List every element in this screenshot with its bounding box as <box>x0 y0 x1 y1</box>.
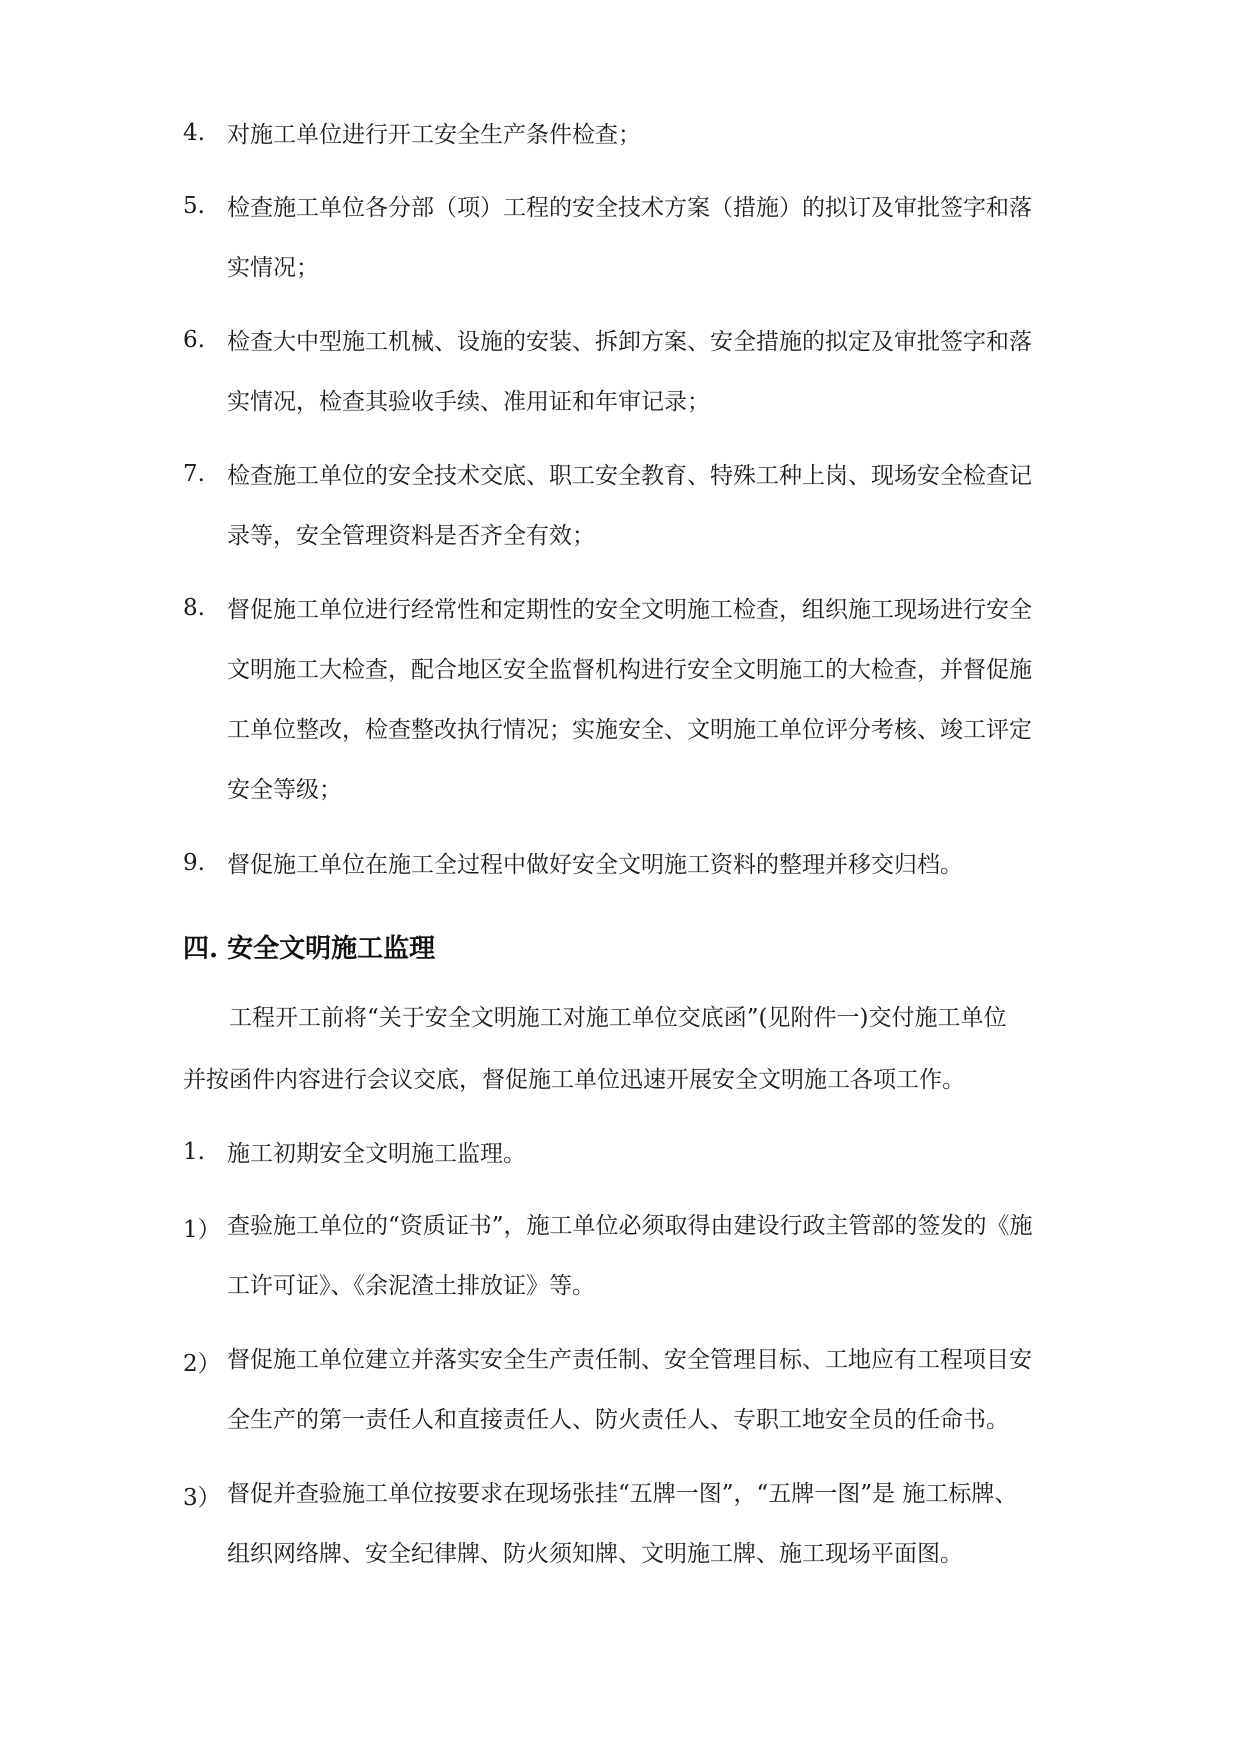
paragraph-line: 并按函件内容进行会议交底，督促施工单位迅速开展安全文明施工各项工作。 <box>183 1067 965 1093</box>
item-text: 督促施工单位进行经常性和定期性的安全文明施工检查，组织施工现场进行安全 <box>227 597 1032 623</box>
item-text: 督促施工单位在施工全过程中做好安全文明施工资料的整理并移交归档。 <box>227 852 963 878</box>
item-text: 文明施工大检查，配合地区安全监督机构进行安全文明施工的大检查，并督促施 <box>227 657 1032 683</box>
item-text: 全生产的第一责任人和直接责任人、防火责任人、专职工地安全员的任命书。 <box>227 1407 1009 1433</box>
paragraph-line: 工程开工前将“关于安全文明施工对施工单位交底函”(见附件一)交付施工单位 <box>229 1005 1007 1031</box>
sub-heading-text: 施工初期安全文明施工监理。 <box>227 1141 526 1167</box>
item-text: 查验施工单位的“资质证书”，施工单位必须取得由建设行政主管部的签发的《施 <box>227 1213 1033 1239</box>
item-text: 组织网络牌、安全纪律牌、防火须知牌、文明施工牌、施工现场平面图。 <box>227 1541 963 1567</box>
item-text: 实情况，检查其验收手续、准用证和年审记录； <box>227 389 710 415</box>
item-text: 检查施工单位各分部（项）工程的安全技术方案（措施）的拟订及审批签字和落 <box>227 195 1032 221</box>
item-text: 工许可证》、《余泥渣土排放证》等。 <box>227 1273 595 1299</box>
item-text: 督促并查验施工单位按要求在现场张挂“五牌一图”，“五牌一图”是 施工标牌、 <box>227 1481 1018 1507</box>
item-text: 工单位整改，检查整改执行情况；实施安全、文明施工单位评分考核、竣工评定 <box>227 717 1032 743</box>
item-number: 1） <box>183 1217 221 1243</box>
item-text: 录等，安全管理资料是否齐全有效； <box>227 523 595 549</box>
item-number: 2） <box>183 1351 221 1377</box>
item-number: 1. <box>183 1139 205 1165</box>
item-text: 实情况； <box>227 255 319 281</box>
item-text: 对施工单位进行开工安全生产条件检查； <box>227 122 641 148</box>
item-number: 8. <box>183 595 205 621</box>
item-number: 4. <box>183 120 205 146</box>
item-number: 3） <box>183 1485 221 1511</box>
item-number: 5. <box>183 193 205 219</box>
item-text: 检查施工单位的安全技术交底、职工安全教育、特殊工种上岗、现场安全检查记 <box>227 463 1032 489</box>
item-text: 检查大中型施工机械、设施的安装、拆卸方案、安全措施的拟定及审批签字和落 <box>227 329 1032 355</box>
item-text: 安全等级； <box>227 777 342 803</box>
item-number: 7. <box>183 461 205 487</box>
item-text: 督促施工单位建立并落实安全生产责任制、安全管理目标、工地应有工程项目安 <box>227 1347 1032 1373</box>
section-heading: 四. 安全文明施工监理 <box>183 934 436 964</box>
item-number: 6. <box>183 327 205 353</box>
item-number: 9. <box>183 850 205 876</box>
